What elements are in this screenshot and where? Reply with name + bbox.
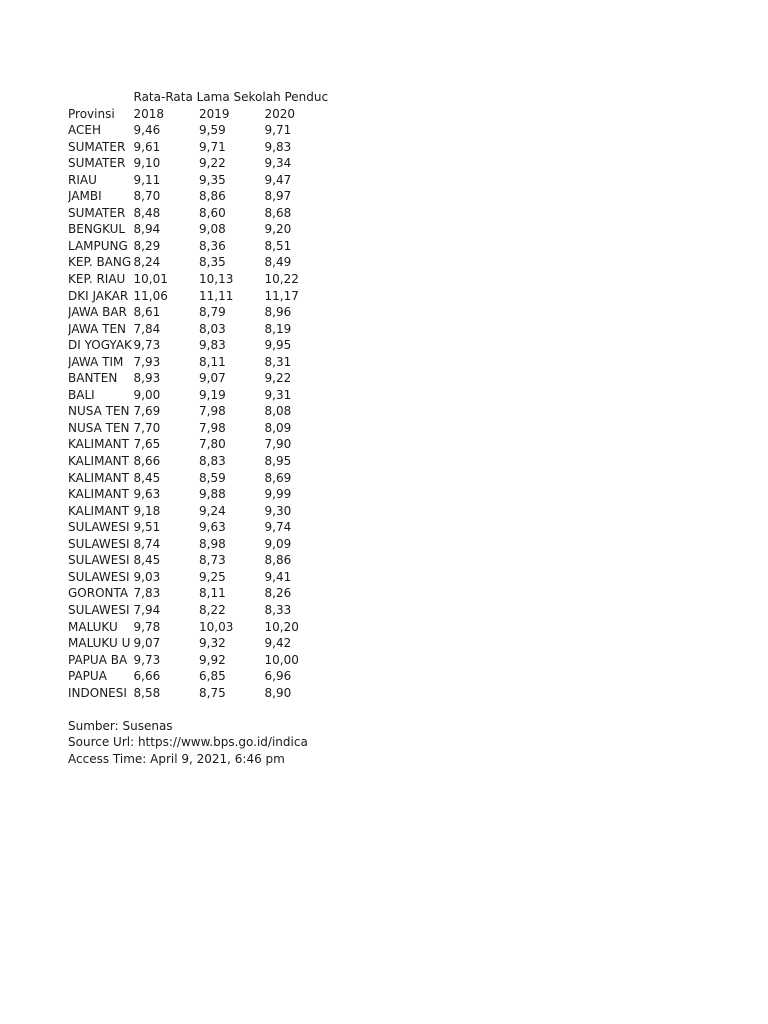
province-cell: KEP. BANG xyxy=(68,255,132,270)
table-row xyxy=(68,337,330,354)
province-cell: PAPUA xyxy=(68,669,107,684)
value-2018-cell: 8,74 xyxy=(133,536,161,551)
value-2018-cell: 8,70 xyxy=(133,189,161,204)
table-row xyxy=(68,668,330,685)
table-row xyxy=(68,122,330,139)
value-2019-cell: 8,11 xyxy=(199,354,226,369)
table-row xyxy=(68,436,330,453)
value-2018-cell: 7,93 xyxy=(133,354,161,369)
value-2020-cell: 9,41 xyxy=(264,569,292,584)
table-row xyxy=(68,304,330,321)
province-cell: KALIMANT xyxy=(68,487,129,502)
value-2020-cell: 9,09 xyxy=(264,536,292,551)
table-row xyxy=(68,271,330,288)
header-2018: 2018 xyxy=(133,106,165,121)
table-row xyxy=(68,254,330,271)
value-2019-cell: 8,83 xyxy=(199,454,226,469)
table-row xyxy=(68,685,330,702)
value-2019-cell: 9,63 xyxy=(199,520,226,535)
blank-row xyxy=(68,701,330,718)
province-cell: KEP. RIAU xyxy=(68,272,126,287)
value-2020-cell: 9,42 xyxy=(264,636,292,651)
value-2019-cell: 9,83 xyxy=(199,338,226,353)
value-2020-cell: 10,20 xyxy=(264,619,299,634)
value-2019-cell: 11,11 xyxy=(199,288,234,303)
value-2020-cell: 8,96 xyxy=(264,305,292,320)
province-cell: JAWA TIM xyxy=(68,354,124,369)
value-2020-cell: 9,34 xyxy=(264,156,292,171)
value-2019-cell: 8,75 xyxy=(199,685,226,700)
table-row xyxy=(68,470,330,487)
province-cell: KALIMANT xyxy=(68,454,129,469)
value-2020-cell: 8,19 xyxy=(264,321,292,336)
value-2019-cell: 10,03 xyxy=(199,619,234,634)
value-2018-cell: 9,07 xyxy=(133,636,161,651)
table-row xyxy=(68,503,330,520)
province-cell: ACEH xyxy=(68,123,101,138)
province-cell: PAPUA BA xyxy=(68,652,128,667)
value-2020-cell: 9,83 xyxy=(264,139,292,154)
value-2020-cell: 8,95 xyxy=(264,454,292,469)
value-2018-cell: 8,45 xyxy=(133,470,161,485)
table-row xyxy=(68,519,330,536)
value-2019-cell: 8,79 xyxy=(199,305,226,320)
table-row xyxy=(68,585,330,602)
province-cell: BALI xyxy=(68,387,95,402)
value-2020-cell: 9,99 xyxy=(264,487,292,502)
value-2018-cell: 8,45 xyxy=(133,553,161,568)
value-2019-cell: 8,03 xyxy=(199,321,226,336)
value-2020-cell: 8,69 xyxy=(264,470,292,485)
value-2019-cell: 8,98 xyxy=(199,536,226,551)
province-cell: MALUKU U xyxy=(68,636,131,651)
value-2020-cell: 10,22 xyxy=(264,272,299,287)
value-2020-cell: 10,00 xyxy=(264,652,299,667)
value-2019-cell: 10,13 xyxy=(199,272,234,287)
value-2020-cell: 9,30 xyxy=(264,503,292,518)
province-cell: SULAWESI xyxy=(68,536,130,551)
value-2019-cell: 9,25 xyxy=(199,569,226,584)
province-cell: SULAWESI xyxy=(68,602,130,617)
province-cell: SULAWESI xyxy=(68,553,130,568)
province-cell: SULAWESI xyxy=(68,569,130,584)
value-2019-cell: 9,32 xyxy=(199,636,226,651)
province-cell: KALIMANT xyxy=(68,503,129,518)
value-2019-cell: 9,07 xyxy=(199,371,226,386)
value-2020-cell: 8,68 xyxy=(264,205,292,220)
value-2018-cell: 9,51 xyxy=(133,520,161,535)
province-cell: SUMATER xyxy=(68,156,126,171)
value-2020-cell: 8,97 xyxy=(264,189,292,204)
value-2018-cell: 9,73 xyxy=(133,652,161,667)
value-2020-cell: 9,22 xyxy=(264,371,292,386)
value-2018-cell: 7,94 xyxy=(133,602,161,617)
value-2019-cell: 7,80 xyxy=(199,437,226,452)
value-2018-cell: 7,83 xyxy=(133,586,161,601)
value-2018-cell: 9,10 xyxy=(133,156,161,171)
value-2020-cell: 9,31 xyxy=(264,387,292,402)
value-2018-cell: 8,66 xyxy=(133,454,161,469)
value-2018-cell: 9,73 xyxy=(133,338,161,353)
data-rows xyxy=(68,122,330,701)
table-row xyxy=(68,321,330,338)
value-2019-cell: 8,35 xyxy=(199,255,226,270)
value-2019-cell: 6,85 xyxy=(199,669,226,684)
table-row xyxy=(68,486,330,503)
table-row xyxy=(68,172,330,189)
value-2019-cell: 7,98 xyxy=(199,404,226,419)
table-row xyxy=(68,139,330,156)
table-row xyxy=(68,602,330,619)
value-2019-cell: 8,11 xyxy=(199,586,226,601)
province-cell: INDONESI xyxy=(68,685,127,700)
table-row xyxy=(68,403,330,420)
value-2019-cell: 9,92 xyxy=(199,652,226,667)
province-cell: NUSA TEN xyxy=(68,404,130,419)
table-row xyxy=(68,569,330,586)
value-2018-cell: 8,48 xyxy=(133,205,161,220)
value-2018-cell: 8,61 xyxy=(133,305,161,320)
value-2018-cell: 7,84 xyxy=(133,321,161,336)
value-2020-cell: 9,71 xyxy=(264,123,292,138)
province-cell: SUMATER xyxy=(68,139,126,154)
source-line: Sumber: Susenas xyxy=(68,718,173,733)
value-2018-cell: 6,66 xyxy=(133,669,161,684)
value-2020-cell: 8,51 xyxy=(264,238,292,253)
value-2018-cell: 9,00 xyxy=(133,387,161,402)
empty-cell xyxy=(68,89,134,106)
table-row xyxy=(68,221,330,238)
value-2020-cell: 8,08 xyxy=(264,404,292,419)
value-2020-cell: 6,96 xyxy=(264,669,292,684)
value-2019-cell: 9,59 xyxy=(199,123,226,138)
value-2019-cell: 8,36 xyxy=(199,238,226,253)
table-row xyxy=(68,652,330,669)
value-2019-cell: 8,60 xyxy=(199,205,226,220)
value-2020-cell: 8,31 xyxy=(264,354,292,369)
value-2018-cell: 8,93 xyxy=(133,371,161,386)
value-2019-cell: 9,08 xyxy=(199,222,226,237)
value-2019-cell: 8,59 xyxy=(199,470,226,485)
value-2018-cell: 9,18 xyxy=(133,503,161,518)
table-row xyxy=(68,619,330,636)
value-2018-cell: 8,29 xyxy=(133,238,161,253)
value-2020-cell: 8,26 xyxy=(264,586,292,601)
value-2020-cell: 9,74 xyxy=(264,520,292,535)
province-cell: JAWA BAR xyxy=(68,305,127,320)
value-2018-cell: 9,63 xyxy=(133,487,161,502)
value-2020-cell: 9,47 xyxy=(264,172,292,187)
spreadsheet xyxy=(68,89,330,767)
value-2020-cell: 8,49 xyxy=(264,255,292,270)
value-2020-cell: 8,86 xyxy=(264,553,292,568)
value-2020-cell: 11,17 xyxy=(264,288,299,303)
province-cell: MALUKU xyxy=(68,619,118,634)
province-cell: JAWA TEN xyxy=(68,321,127,336)
province-cell: BANTEN xyxy=(68,371,118,386)
value-2020-cell: 9,95 xyxy=(264,338,292,353)
value-2019-cell: 8,73 xyxy=(199,553,226,568)
value-2018-cell: 9,03 xyxy=(133,569,161,584)
value-2020-cell: 8,90 xyxy=(264,685,292,700)
province-cell: RIAU xyxy=(68,172,97,187)
value-2018-cell: 8,94 xyxy=(133,222,161,237)
province-cell: KALIMANT xyxy=(68,437,129,452)
province-cell: SULAWESI xyxy=(68,520,130,535)
value-2019-cell: 9,22 xyxy=(199,156,226,171)
value-2020-cell: 8,09 xyxy=(264,420,292,435)
title-row xyxy=(68,89,330,106)
province-cell: DKI JAKAR xyxy=(68,288,129,303)
table-row xyxy=(68,288,330,305)
table-row xyxy=(68,238,330,255)
value-2018-cell: 8,58 xyxy=(133,685,161,700)
table-row xyxy=(68,536,330,553)
header-2019: 2019 xyxy=(199,106,230,121)
value-2019-cell: 9,19 xyxy=(199,387,226,402)
table-row xyxy=(68,420,330,437)
value-2019-cell: 9,71 xyxy=(199,139,226,154)
province-cell: DI YOGYAK xyxy=(68,338,132,353)
value-2019-cell: 9,35 xyxy=(199,172,226,187)
value-2020-cell: 7,90 xyxy=(264,437,292,452)
table-row xyxy=(68,354,330,371)
table-row xyxy=(68,635,330,652)
value-2019-cell: 8,86 xyxy=(199,189,226,204)
source-url-line: Source Url: https://www.bps.go.id/indica xyxy=(68,735,308,750)
table-row xyxy=(68,155,330,172)
value-2018-cell: 9,11 xyxy=(133,172,161,187)
value-2018-cell: 7,65 xyxy=(133,437,161,452)
value-2018-cell: 8,24 xyxy=(133,255,161,270)
value-2018-cell: 10,01 xyxy=(133,272,168,287)
header-2020: 2020 xyxy=(264,106,296,121)
table-row xyxy=(68,205,330,222)
province-cell: GORONTA xyxy=(68,586,129,601)
value-2019-cell: 8,22 xyxy=(199,602,226,617)
table-row xyxy=(68,387,330,404)
table-row xyxy=(68,370,330,387)
province-cell: JAMBI xyxy=(68,189,102,204)
table-row xyxy=(68,453,330,470)
value-2019-cell: 9,88 xyxy=(199,487,226,502)
province-cell: LAMPUNG xyxy=(68,238,128,253)
value-2018-cell: 9,78 xyxy=(133,619,161,634)
table-title: Rata-Rata Lama Sekolah Penduc xyxy=(133,90,329,104)
province-cell: NUSA TEN xyxy=(68,420,130,435)
value-2018-cell: 9,61 xyxy=(133,139,161,154)
value-2018-cell: 9,46 xyxy=(133,123,161,138)
table-row xyxy=(68,188,330,205)
table-row xyxy=(68,552,330,569)
value-2020-cell: 8,33 xyxy=(264,602,292,617)
access-time-line: Access Time: April 9, 2021, 6:46 pm xyxy=(68,751,285,766)
value-2019-cell: 7,98 xyxy=(199,420,226,435)
value-2018-cell: 7,69 xyxy=(133,404,161,419)
province-cell: SUMATER xyxy=(68,205,126,220)
value-2018-cell: 7,70 xyxy=(133,420,161,435)
province-cell: BENGKUL xyxy=(68,222,126,237)
value-2020-cell: 9,20 xyxy=(264,222,292,237)
value-2018-cell: 11,06 xyxy=(133,288,168,303)
header-provinsi: Provinsi xyxy=(68,106,115,121)
value-2019-cell: 9,24 xyxy=(199,503,226,518)
header-row xyxy=(68,106,330,123)
province-cell: KALIMANT xyxy=(68,470,129,485)
